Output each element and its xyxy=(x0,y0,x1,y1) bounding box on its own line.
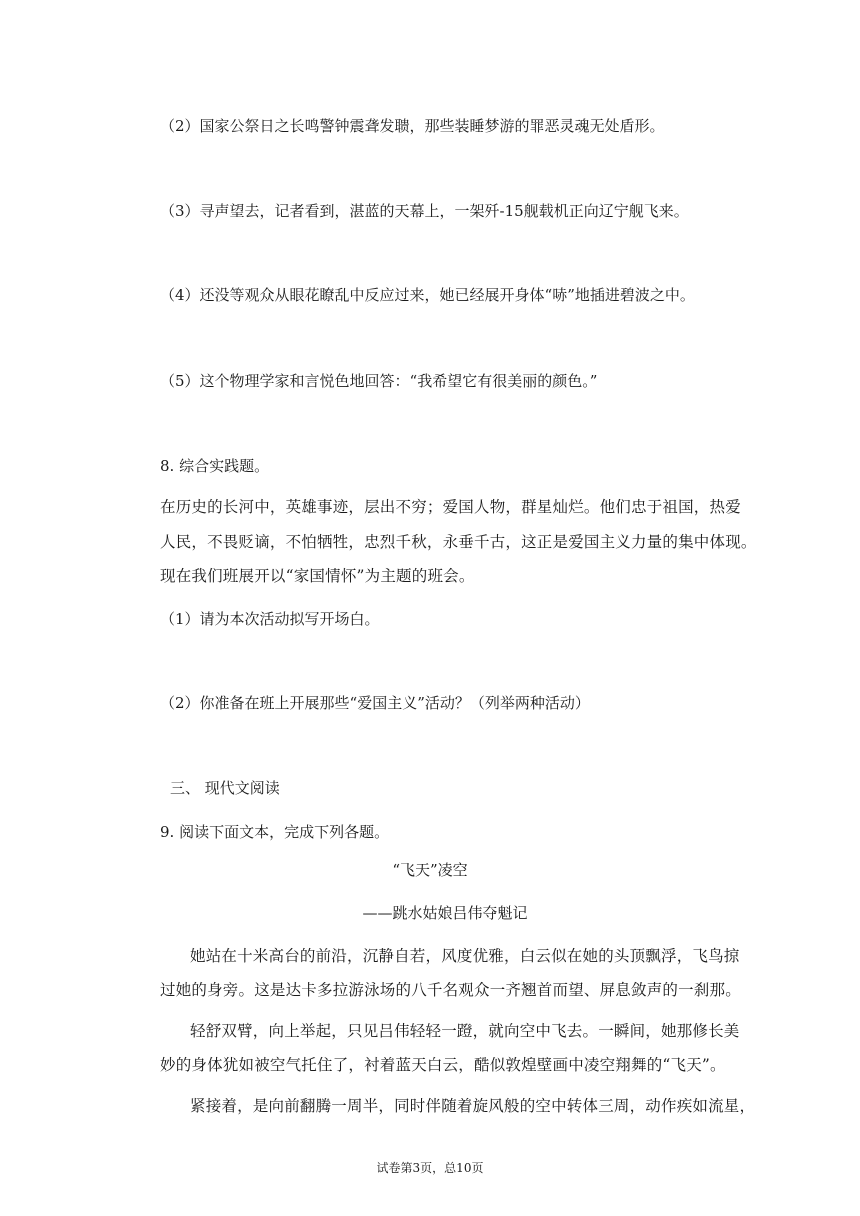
article-title: “飞天”凌空 xyxy=(392,861,468,879)
paragraph-3-line-1: 紧接着，是向前翻腾一周半，同时伴随着旋风般的空中转体三周，动作疾如流星， xyxy=(190,1097,756,1115)
item-3: （3）寻声望去，记者看到，湛蓝的天幕上，一架歼-15舰载机正向辽宁舰飞来。 xyxy=(160,202,689,220)
paragraph-2-line-1: 轻舒双臂，向上举起，只见吕伟轻轻一蹬，就向空中飞去。一瞬间，她那修长美 xyxy=(190,1022,740,1040)
q8-intro-line-3: 现在我们班展开以“家国情怀”为主题的班会。 xyxy=(160,567,475,585)
q8-intro-line-2: 人民，不畏贬谪，不怕牺牲，忠烈千秋，永垂千古，这正是爱国主义力量的集中体现。 xyxy=(160,533,757,551)
q8-sub-1: （1）请为本次活动拟写开场白。 xyxy=(160,610,380,628)
paragraph-1-line-1: 她站在十米高台的前沿，沉静自若，风度优雅，白云似在她的头顶飘浮，飞鸟掠 xyxy=(190,947,740,965)
q8-sub-2: （2）你准备在班上开展那些“爱国主义”活动？（列举两种活动） xyxy=(160,694,590,712)
item-2: （2）国家公祭日之长鸣警钟震聋发聩，那些装睡梦游的罪恶灵魂无处盾形。 xyxy=(160,117,665,135)
q8-intro-line-1: 在历史的长河中，英雄事迹，层出不穷；爱国人物，群星灿烂。他们忠于祖国，热爱 xyxy=(160,498,741,516)
item-5: （5）这个物理学家和言悦色地回答：“我希望它有很美丽的颜色。” xyxy=(160,372,598,390)
paragraph-2-line-2: 妙的身体犹如被空气托住了，衬着蓝天白云，酷似敦煌壁画中凌空翔舞的“飞天”。 xyxy=(160,1056,726,1074)
paragraph-1-line-2: 过她的身旁。这是达卡多拉游泳场的八千名观众一齐翘首而望、屏息敛声的一刹那。 xyxy=(160,981,741,999)
q9-title: 9. 阅读下面文本，完成下列各题。 xyxy=(160,823,390,841)
section-heading: 三、 现代文阅读 xyxy=(170,779,280,797)
item-4: （4）还没等观众从眼花瞭乱中反应过来，她已经展开身体“哧”地插进碧波之中。 xyxy=(160,286,695,304)
q8-title: 8. 综合实践题。 xyxy=(160,457,270,475)
page-footer: 试卷第3页，总10页 xyxy=(376,1161,484,1175)
article-subtitle: ——跳水姑娘吕伟夺魁记 xyxy=(362,904,528,922)
